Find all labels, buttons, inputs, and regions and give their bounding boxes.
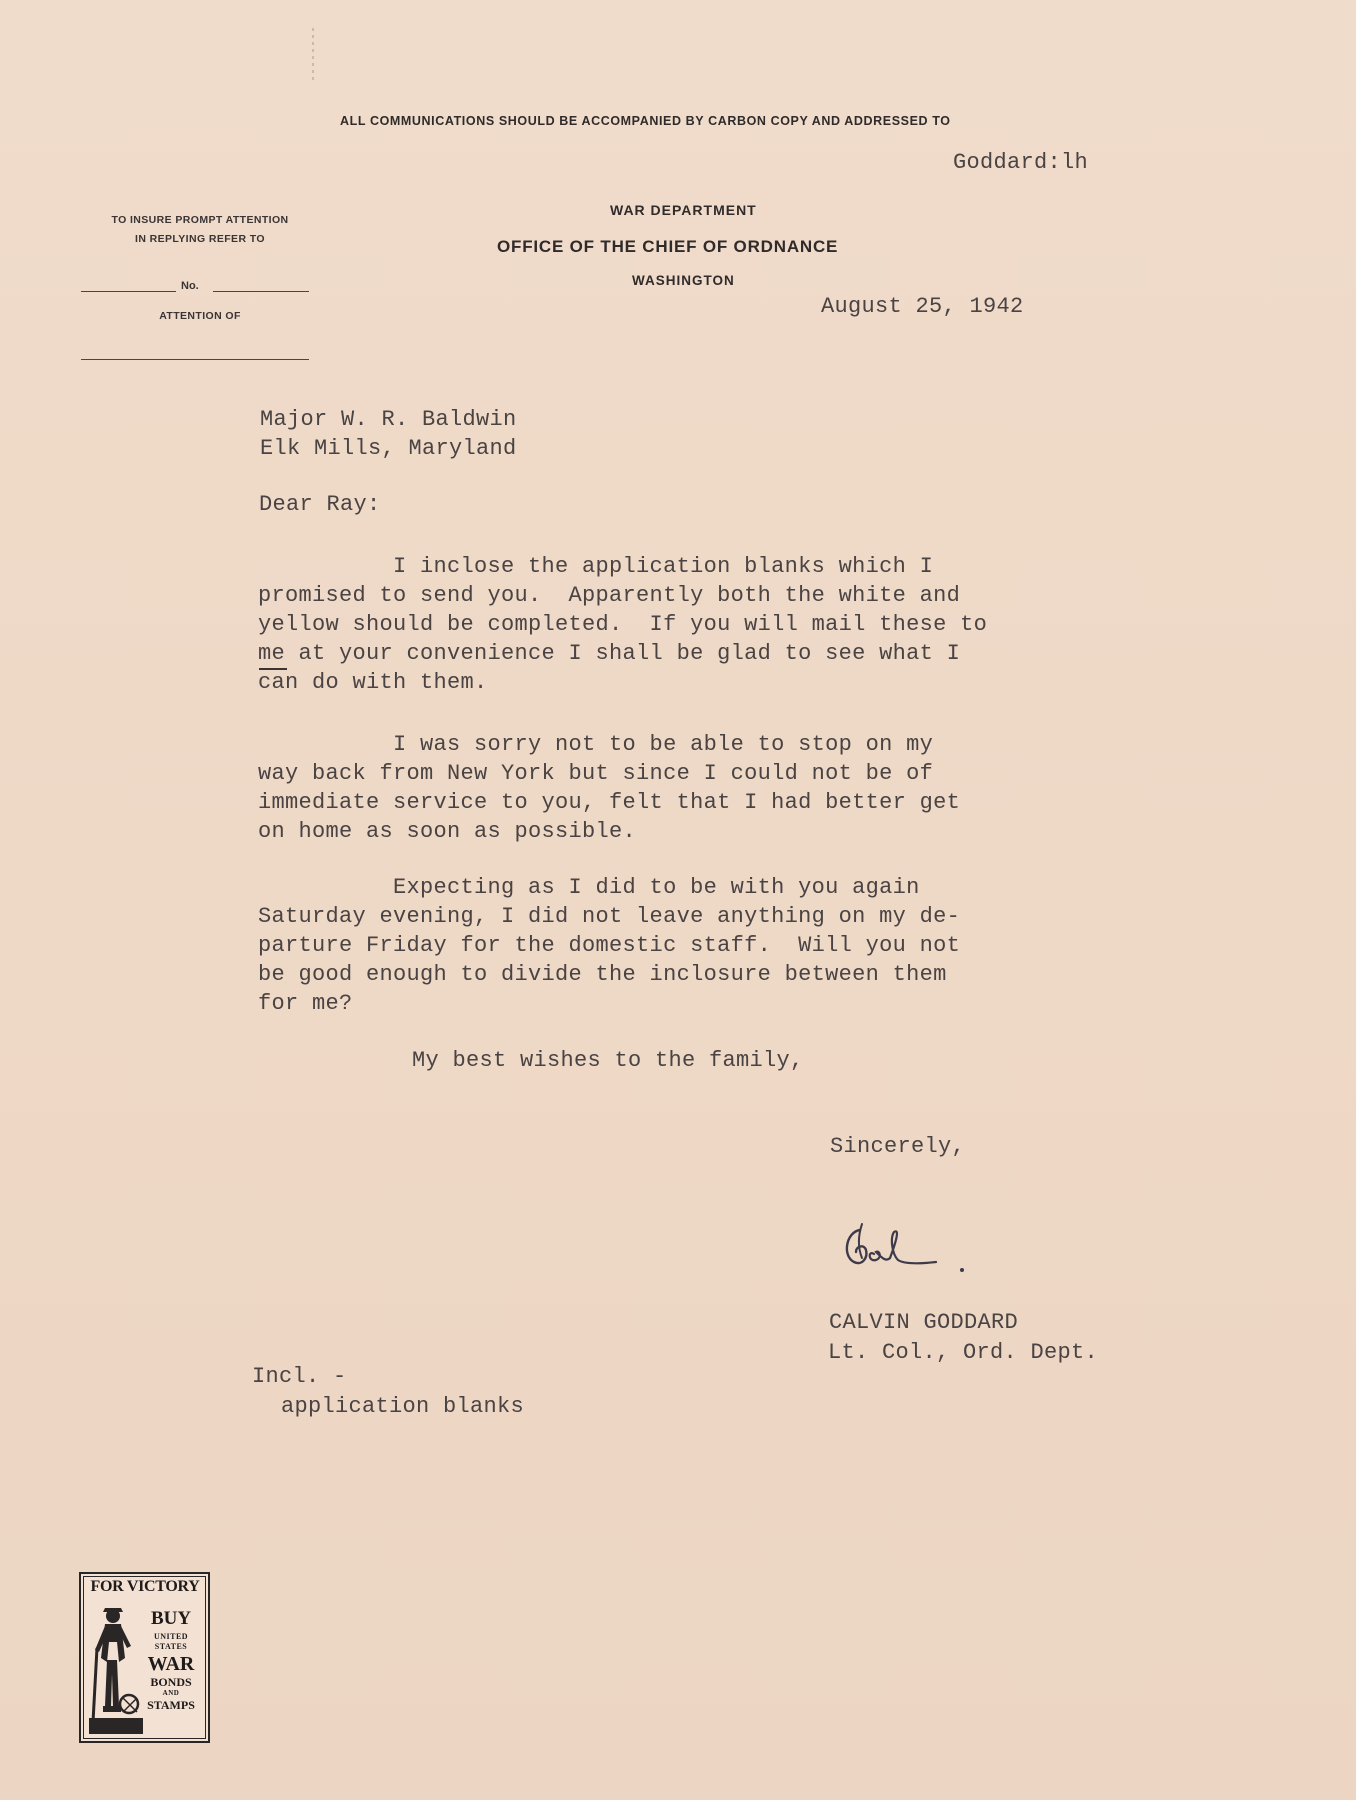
- recipient-name: Major W. R. Baldwin: [260, 407, 517, 432]
- enclosure-label: Incl. -: [252, 1364, 347, 1389]
- stamp-and: AND: [162, 1689, 180, 1697]
- department-name: WAR DEPARTMENT: [610, 202, 757, 218]
- body-paragraph-1: I inclose the application blanks which I promised to send you. Apparently both the white and yellow should be completed. If you will mail these to me at your convenience I shall be glad to see what I can do with them.: [258, 554, 988, 695]
- reference-blank-line-right: [213, 291, 309, 292]
- reference-code: Goddard:lh: [953, 150, 1089, 175]
- stamp-bonds: BONDS: [150, 1675, 192, 1689]
- letter-date: August 25, 1942: [821, 294, 1024, 319]
- enclosure-item: application blanks: [281, 1394, 525, 1419]
- signer-name: CALVIN GODDARD: [829, 1310, 1019, 1335]
- body-paragraph-2: I was sorry not to be able to stop on my way back from New York but since I could not be of immediate service to you, felt that I had better get on home as soon as possible.: [258, 732, 961, 844]
- body-paragraph-4: My best wishes to the family,: [412, 1048, 804, 1073]
- minuteman-icon: [87, 1602, 145, 1738]
- number-label: No.: [181, 280, 199, 292]
- reference-blank-line-left: [81, 291, 176, 292]
- reply-instruction-line1: TO INSURE PROMPT ATTENTION: [111, 214, 289, 226]
- stamp-stamps: STAMPS: [147, 1698, 195, 1712]
- stamp-buy: BUY: [150, 1608, 192, 1629]
- office-name: OFFICE OF THE CHIEF OF ORDNANCE: [497, 237, 839, 256]
- reply-instruction-line2: IN REPLYING REFER TO: [135, 233, 265, 245]
- paper-crease-mark: [310, 28, 316, 80]
- office-city: WASHINGTON: [632, 273, 735, 288]
- attention-of-label: ATTENTION OF: [159, 310, 241, 322]
- underline-mark: [259, 668, 287, 670]
- body-paragraph-3: Expecting as I did to be with you again Saturday evening, I did not leave anything on my de- parture Friday for the domestic staff. Will you not be good enough to divide the inclosure between them for me?: [258, 875, 961, 1016]
- letterhead-top-notice: ALL COMMUNICATIONS SHOULD BE ACCOMPANIED BY CARBON COPY AND ADDRESSED TO: [340, 114, 951, 128]
- stamp-united: UNITED: [153, 1632, 189, 1641]
- handwritten-signature: [838, 1218, 978, 1278]
- attention-blank-line: [81, 359, 309, 360]
- war-bonds-stamp: [79, 1572, 210, 1743]
- closing: Sincerely,: [830, 1134, 966, 1159]
- salutation: Dear Ray:: [259, 492, 381, 517]
- signer-title: Lt. Col., Ord. Dept.: [828, 1340, 1099, 1365]
- stamp-states: STATES: [154, 1642, 188, 1651]
- stamp-war: WAR: [147, 1653, 195, 1675]
- stamp-for-victory: FOR VICTORY: [90, 1578, 200, 1595]
- recipient-location: Elk Mills, Maryland: [260, 436, 517, 461]
